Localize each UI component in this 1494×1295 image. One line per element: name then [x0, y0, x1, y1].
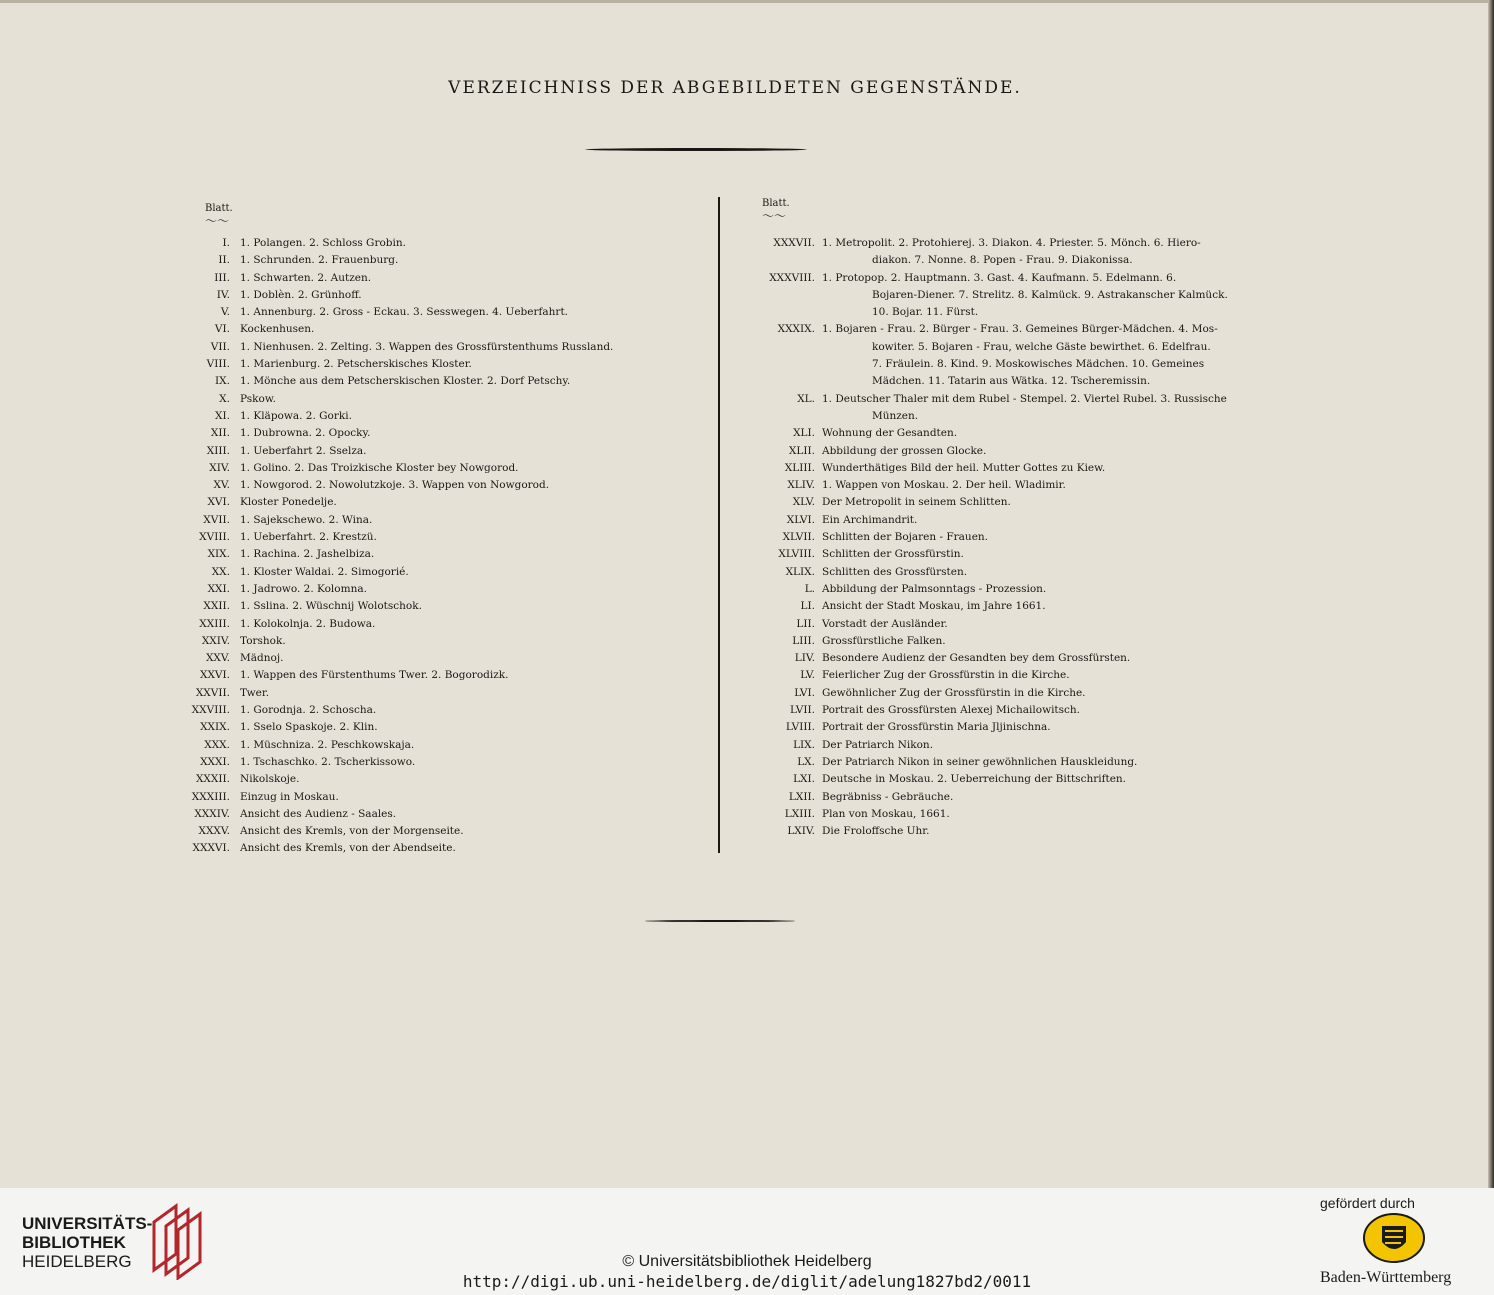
plate-number: LI. — [800, 600, 815, 613]
plate-number: XII. — [210, 427, 230, 440]
plate-description: 1. Metropolit. 2. Protohierej. 3. Diakon. 4. Priester. 5. Mönch. 6. Hiero- — [822, 237, 1201, 249]
plate-number: XXXVIII. — [769, 271, 815, 284]
plate-entry — [150, 564, 710, 581]
plate-number: XLI. — [793, 427, 815, 440]
plate-entry — [730, 321, 1290, 338]
plate-entry — [150, 512, 710, 529]
plate-entry — [150, 719, 710, 736]
plate-description: Der Patriarch Nikon in seiner gewöhnlichen Hauskleidung. — [822, 755, 1138, 768]
plate-description: Schlitten der Bojaren - Frauen. — [822, 531, 989, 544]
blatt-ornament-right: 〜〜 — [762, 209, 787, 223]
plate-description: 1. Dubrowna. 2. Opocky. — [240, 427, 371, 440]
plate-entry — [150, 737, 710, 754]
plate-entry — [730, 737, 1290, 754]
blatt-ornament-left: 〜〜 — [205, 214, 230, 228]
plate-entry — [150, 598, 710, 615]
plate-description: 1. Bojaren - Frau. 2. Bürger - Frau. 3. Gemeines Bürger-Mädchen. 4. Mos- — [822, 323, 1218, 336]
plate-entry — [730, 477, 1290, 494]
plate-description: 1. Schwarten. 2. Autzen. — [240, 271, 372, 284]
plate-number: XLVI. — [786, 513, 815, 526]
plate-number: LVI. — [794, 686, 815, 699]
plate-number: XXVII. — [195, 686, 230, 699]
plate-number: XL. — [797, 392, 815, 405]
plate-description: Begräbniss - Gebräuche. — [822, 790, 954, 803]
plate-description: 1. Polangen. 2. Schloss Grobin. — [240, 237, 406, 249]
plate-description: Abbildung der grossen Glocke. — [822, 444, 987, 457]
plate-description: 10. Bojar. 11. Fürst. — [872, 306, 979, 319]
plate-entry — [150, 373, 710, 390]
plate-description: 1. Tschaschko. 2. Tscherkissowo. — [240, 755, 416, 768]
plate-description: Deutsche in Moskau. 2. Ueberreichung der Bittschriften. — [822, 773, 1127, 786]
plate-description: 1. Kolokolnja. 2. Budowa. — [240, 617, 376, 630]
plate-description: Kloster Ponedelje. — [240, 496, 337, 509]
plate-description: Besondere Audienz der Gesandten bey dem Grossfürsten. — [822, 652, 1131, 665]
plate-description: Münzen. — [872, 409, 919, 422]
plate-description: 1. Marienburg. 2. Petscherskisches Kloster. — [240, 358, 472, 371]
plate-entry — [150, 823, 710, 840]
plate-number: XXX. — [204, 738, 230, 751]
plate-description: 1. Gorodnja. 2. Schoscha. — [240, 704, 377, 717]
plate-entry — [730, 616, 1290, 633]
plate-number: XLVII. — [782, 531, 815, 544]
plate-description: 1. Sajekschewo. 2. Wina. — [240, 513, 373, 526]
plate-entry — [150, 667, 710, 684]
plate-entry — [150, 356, 710, 373]
blatt-header-left: Blatt. — [205, 203, 233, 214]
plate-entry — [730, 633, 1290, 650]
plate-number: VI. — [214, 323, 230, 336]
plate-number: LXIV. — [787, 825, 815, 838]
plate-entry — [730, 287, 1290, 304]
plate-entry — [730, 235, 1290, 252]
page-right-edge — [1488, 0, 1494, 1188]
plate-entry — [730, 391, 1290, 408]
plate-description: Wohnung der Gesandten. — [822, 427, 958, 440]
plate-entry — [730, 512, 1290, 529]
plate-entry — [730, 667, 1290, 684]
plate-number: XVI. — [207, 496, 230, 509]
plate-number: LVII. — [790, 704, 815, 717]
plate-entry — [150, 546, 710, 563]
plate-number: LXII. — [788, 790, 815, 803]
library-name-line2: BIBLIOTHEK — [22, 1233, 126, 1252]
plate-entry — [150, 443, 710, 460]
plate-entry — [150, 252, 710, 269]
plate-entry — [730, 425, 1290, 442]
sponsor-name[interactable]: Baden-Württemberg — [1320, 1269, 1452, 1286]
plate-description: 1. Doblèn. 2. Grünhoff. — [240, 288, 362, 301]
plate-number: VIII. — [206, 358, 230, 371]
baden-wuerttemberg-seal-icon[interactable] — [1362, 1212, 1426, 1264]
plate-number: LXI. — [793, 773, 815, 786]
plate-entry — [730, 408, 1290, 425]
plate-description: Ein Archimandrit. — [822, 513, 918, 526]
plate-number: XXIX. — [200, 721, 230, 734]
plate-description: 1. Golino. 2. Das Troizkische Kloster bey Nowgorod. — [240, 461, 519, 474]
plate-number: VII. — [210, 340, 230, 353]
plate-number: XLVIII. — [778, 548, 815, 561]
plate-entry — [150, 685, 710, 702]
plate-number: L. — [804, 582, 815, 595]
plate-description: Vorstadt der Ausländer. — [822, 617, 948, 630]
plate-number: XXXIII. — [191, 790, 230, 803]
plate-entry — [150, 287, 710, 304]
plate-description: 1. Wappen von Moskau. 2. Der heil. Wladimir. — [822, 479, 1066, 492]
plate-description: 1. Kloster Waldai. 2. Simogorié. — [240, 565, 409, 578]
plate-number: I. — [222, 237, 230, 249]
plate-entry — [150, 321, 710, 338]
plate-description: diakon. 7. Nonne. 8. Popen - Frau. 9. Diakonissa. — [872, 254, 1133, 267]
plate-description: 1. Sslina. 2. Wüschnij Wolotschok. — [240, 600, 422, 613]
plate-number: XXVIII. — [191, 704, 230, 717]
plate-entry — [730, 356, 1290, 373]
plate-description: 1. Kläpowa. 2. Gorki. — [240, 409, 352, 422]
page-title: VERZEICHNISS DER ABGEBILDETEN GEGENSTÄNDE. — [448, 78, 1022, 98]
plate-entry — [730, 702, 1290, 719]
plate-description: Nikolskoje. — [240, 773, 300, 786]
plate-description: 7. Fräulein. 8. Kind. 9. Moskowisches Mädchen. 10. Gemeines — [872, 358, 1205, 371]
plate-number: XV. — [213, 479, 230, 492]
plate-entry — [730, 789, 1290, 806]
plate-description: Pskow. — [240, 392, 276, 405]
plate-description: Portrait der Grossfürstin Maria Jljinischna. — [822, 721, 1051, 734]
plate-description: 1. Sselo Spaskoje. 2. Klin. — [240, 721, 378, 734]
plate-number: V. — [220, 306, 230, 319]
plate-number: XLV. — [792, 496, 815, 509]
plate-entry — [730, 581, 1290, 598]
library-name-line3: HEIDELBERG — [22, 1252, 132, 1271]
plate-number: XXXII. — [195, 773, 230, 786]
column-divider — [718, 197, 720, 853]
plate-description: Mädchen. 11. Tatarin aus Wätka. 12. Tscheremissin. — [872, 375, 1151, 388]
plate-description: 1. Wappen des Fürstenthums Twer. 2. Bogorodizk. — [240, 669, 509, 682]
plate-description: Twer. — [240, 686, 270, 699]
plate-entry — [730, 270, 1290, 287]
plate-entry — [150, 477, 710, 494]
plate-description: Gewöhnlicher Zug der Grossfürstin in die Kirche. — [822, 686, 1086, 699]
plate-number: XXXVII. — [773, 237, 815, 249]
plate-entry — [150, 650, 710, 667]
plate-number: III. — [214, 271, 230, 284]
plate-number: XVIII. — [199, 531, 230, 544]
plate-description: Einzug in Moskau. — [240, 790, 339, 803]
plate-description: 1. Protopop. 2. Hauptmann. 3. Gast. 4. Kaufmann. 5. Edelmann. 6. — [822, 271, 1177, 284]
plate-entry — [730, 443, 1290, 460]
plate-description: 1. Schrunden. 2. Frauenburg. — [240, 254, 399, 267]
plate-list-left — [150, 235, 710, 858]
plate-description: Kockenhusen. — [240, 323, 315, 336]
plate-number: XXVI. — [199, 669, 230, 682]
plate-entry — [150, 633, 710, 650]
plate-description: 1. Nowgorod. 2. Nowolutzkoje. 3. Wappen von Nowgorod. — [240, 479, 550, 492]
plate-entry — [150, 840, 710, 857]
plate-number: XIX. — [207, 548, 230, 561]
plate-entry — [150, 339, 710, 356]
plate-description: Abbildung der Palmsonntags - Prozession. — [822, 582, 1047, 595]
plate-entry — [150, 789, 710, 806]
plate-entry — [730, 598, 1290, 615]
plate-number: XXXIX. — [777, 323, 815, 336]
plate-description: Torshok. — [240, 634, 286, 647]
plate-description: Der Patriarch Nikon. — [822, 738, 934, 751]
plate-description: Der Metropolit in seinem Schlitten. — [822, 496, 1011, 509]
plate-entry — [730, 754, 1290, 771]
plate-number: XXI. — [207, 582, 230, 595]
plate-entry — [730, 685, 1290, 702]
plate-number: XXII. — [203, 600, 230, 613]
plate-description: 1. Mönche aus dem Petscherskischen Kloster. 2. Dorf Petschy. — [240, 375, 571, 388]
plate-description: Ansicht des Audienz - Saales. — [240, 807, 397, 820]
plate-description: kowiter. 5. Bojaren - Frau, welche Gäste bewirthet. 6. Edelfrau. — [872, 340, 1211, 353]
plate-description: Ansicht des Kremls, von der Abendseite. — [240, 842, 456, 855]
plate-number: LVIII. — [785, 721, 815, 734]
plate-entry — [730, 339, 1290, 356]
sponsor-label: gefördert durch — [1320, 1195, 1415, 1211]
plate-entry — [730, 546, 1290, 563]
plate-description: 1. Ueberfahrt. 2. Krestzü. — [240, 531, 377, 544]
plate-number: XXV. — [205, 652, 230, 665]
plate-number: XXIII. — [199, 617, 230, 630]
plate-number: LIV. — [794, 652, 815, 665]
title-rule — [585, 148, 807, 151]
closing-rule — [645, 920, 795, 922]
plate-description: Grossfürstliche Falken. — [822, 634, 946, 647]
plate-entry — [730, 460, 1290, 477]
plate-entry — [730, 252, 1290, 269]
plate-number: XVII. — [203, 513, 230, 526]
copyright-notice: © Universitätsbibliothek Heidelberg — [622, 1253, 872, 1270]
plate-entry — [730, 304, 1290, 321]
plate-number: LIII. — [792, 634, 815, 647]
plate-number: LII. — [796, 617, 815, 630]
plate-number: XXXIV. — [194, 807, 230, 820]
plate-entry — [150, 754, 710, 771]
plate-number: XLIX. — [785, 565, 815, 578]
plate-description: Ansicht der Stadt Moskau, im Jahre 1661. — [822, 600, 1046, 613]
plate-list-right — [730, 235, 1290, 840]
plate-entry — [150, 304, 710, 321]
permalink-url[interactable]: http://digi.ub.uni-heidelberg.de/diglit/adelung1827bd2/0011 — [462, 1272, 1032, 1291]
blatt-header-right: Blatt. — [762, 198, 790, 209]
plate-number: XXXI. — [200, 755, 230, 768]
plate-entry — [730, 564, 1290, 581]
plate-entry — [150, 270, 710, 287]
plate-entry — [150, 460, 710, 477]
plate-description: Ansicht des Kremls, von der Morgenseite. — [240, 825, 464, 838]
plate-description: 1. Annenburg. 2. Gross - Eckau. 3. Sesswegen. 4. Ueberfahrt. — [240, 306, 569, 319]
plate-entry — [730, 650, 1290, 667]
plate-description: 1. Ueberfahrt 2. Sselza. — [240, 444, 367, 457]
plate-number: XLIV. — [787, 479, 815, 492]
plate-entry — [150, 581, 710, 598]
plate-entry — [150, 771, 710, 788]
plate-description: Bojaren-Diener. 7. Strelitz. 8. Kalmück. 9. Astrakanscher Kalmück. — [872, 288, 1228, 301]
plate-entry — [730, 771, 1290, 788]
plate-entry — [150, 235, 710, 252]
plate-number: LV. — [800, 669, 815, 682]
plate-entry — [150, 806, 710, 823]
plate-entry — [150, 494, 710, 511]
plate-description: 1. Deutscher Thaler mit dem Rubel - Stempel. 2. Viertel Rubel. 3. Russische — [822, 392, 1227, 405]
plate-description: Portrait des Grossfürsten Alexej Michailowitsch. — [822, 704, 1081, 717]
plate-number: XXIV. — [201, 634, 230, 647]
plate-description: Plan von Moskau, 1661. — [822, 807, 950, 820]
plate-number: XI. — [215, 409, 230, 422]
plate-description: 1. Müschniza. 2. Peschkowskaja. — [240, 738, 415, 751]
plate-description: Wunderthätiges Bild der heil. Mutter Gottes zu Kiew. — [822, 461, 1106, 474]
plate-number: XX. — [211, 565, 230, 578]
plate-description: 1. Rachina. 2. Jashelbiza. — [240, 548, 375, 561]
plate-entry — [150, 425, 710, 442]
plate-entry — [730, 529, 1290, 546]
plate-description: Mädnoj. — [240, 652, 284, 665]
plate-entry — [730, 494, 1290, 511]
library-name-line1: UNIVERSITÄTS- — [22, 1214, 153, 1233]
plate-number: XIV. — [209, 461, 230, 474]
plate-description: Die Froloffsche Uhr. — [822, 825, 930, 838]
plate-number: LIX. — [793, 738, 815, 751]
plate-description: Schlitten der Grossfürstin. — [822, 548, 964, 561]
plate-entry — [730, 373, 1290, 390]
plate-number: XIII. — [206, 444, 230, 457]
page-top-edge — [0, 0, 1494, 3]
plate-description: 1. Jadrowo. 2. Kolomna. — [240, 582, 367, 595]
plate-entry — [150, 702, 710, 719]
plate-entry — [150, 391, 710, 408]
plate-number: XLIII. — [784, 461, 815, 474]
plate-entry — [730, 806, 1290, 823]
plate-entry — [150, 616, 710, 633]
plate-number: II. — [218, 254, 230, 267]
plate-description: 1. Nienhusen. 2. Zelting. 3. Wappen des Grossfürstenthums Russland. — [240, 340, 614, 353]
plate-number: X. — [219, 392, 230, 405]
plate-description: Schlitten des Grossfürsten. — [822, 565, 968, 578]
plate-entry — [730, 719, 1290, 736]
plate-entry — [150, 529, 710, 546]
plate-number: IX. — [215, 375, 230, 388]
plate-number: XXXVI. — [192, 842, 230, 855]
plate-number: LXIII. — [784, 807, 815, 820]
plate-entry — [150, 408, 710, 425]
plate-number: XXXV. — [198, 825, 230, 838]
plate-description: Feierlicher Zug der Grossfürstin in die Kirche. — [822, 669, 1070, 682]
plate-entry — [730, 823, 1290, 840]
plate-number: IV. — [216, 288, 230, 301]
plate-number: LX. — [797, 755, 815, 768]
plate-number: XLII. — [788, 444, 815, 457]
